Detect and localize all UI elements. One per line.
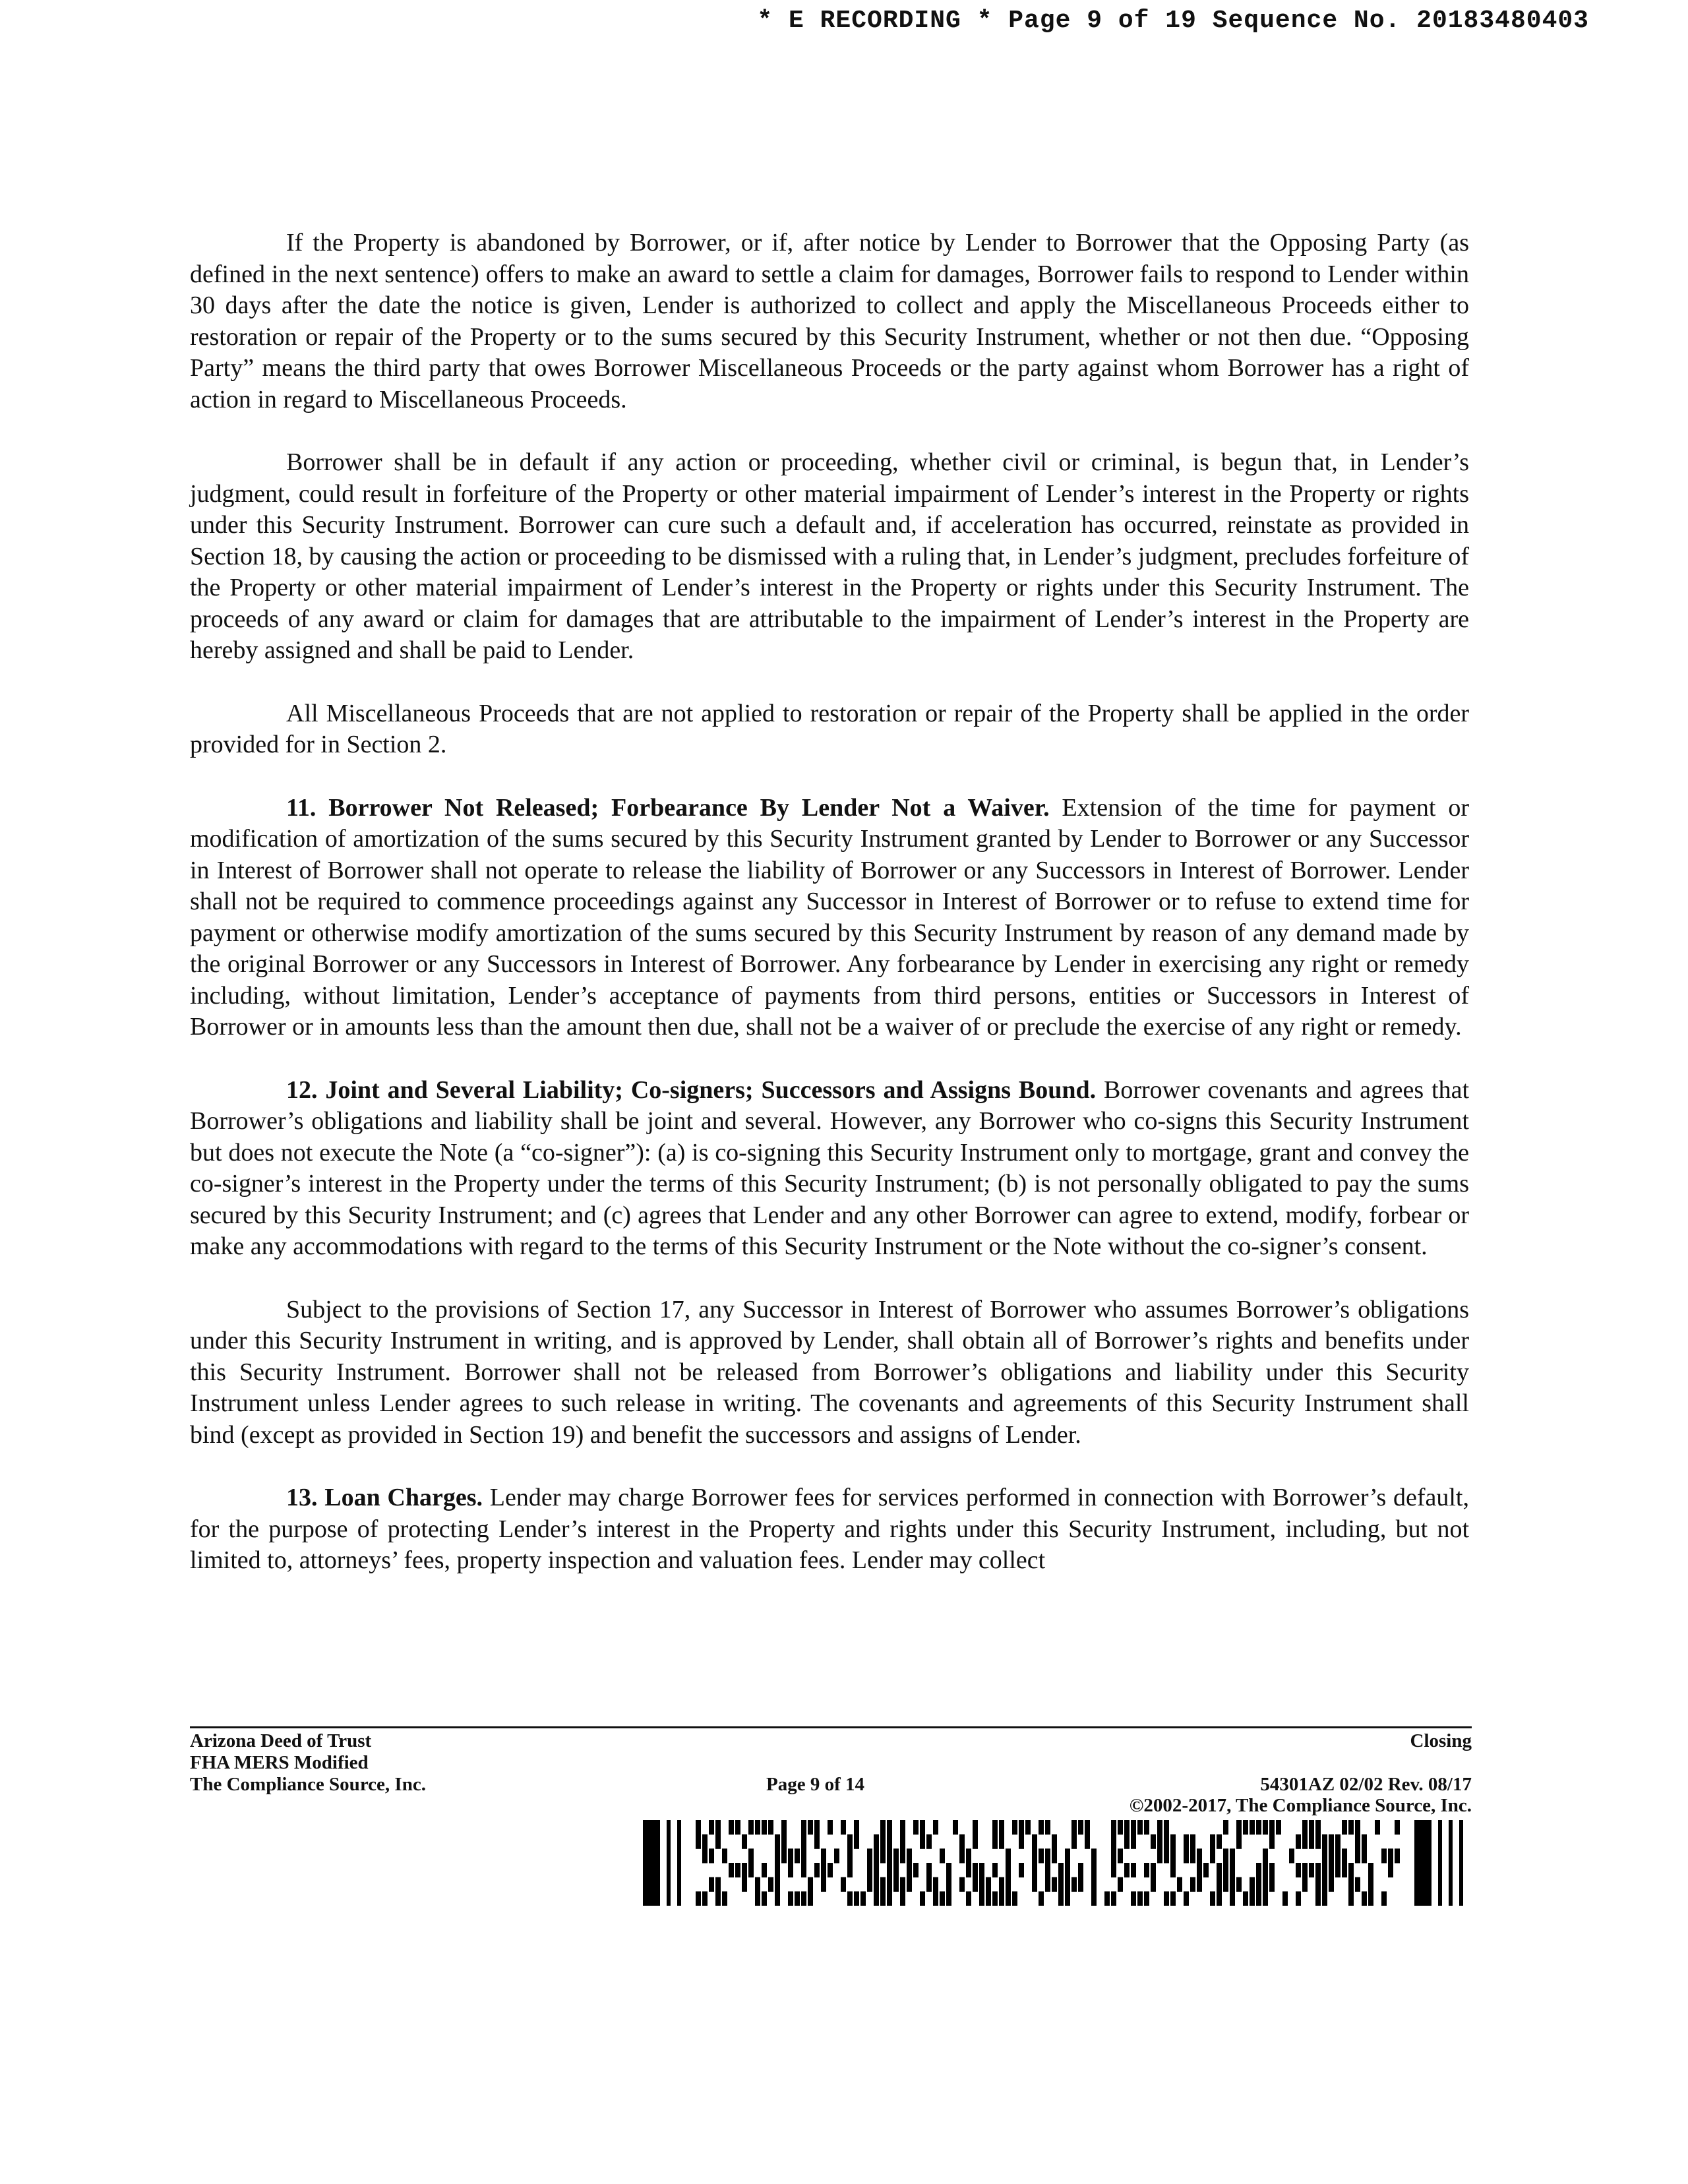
section-12: 12. Joint and Several Liability; Co-signers; Successors and Assigns Bound. Borrower covenants and agrees that Borrower’s obligations and liability shall be joint and several. However, any Borrower who co-signs this Security Instrument but does not execute the Note (a “co-signer”): (a) is co-signing this Security Instrument only to mortgage, grant and convey the co-signer’s interest in the Property under the terms of this Security Instrument; (b) is not personally obligated to pay the sums secured by this Security Instrument; and (c) agrees that Lender and any other Borrower can agree to extend, modify, forbear or make any accommodations with regard to the terms of this Security Instrument or the Note without the co-signer’s consent. xyxy=(190,1076,1470,1260)
closing-label: Closing xyxy=(1410,1730,1472,1751)
section-13-heading: 13. Loan Charges. xyxy=(286,1484,483,1511)
page-number: Page 9 of 14 xyxy=(766,1774,864,1795)
form-title: Arizona Deed of Trust xyxy=(190,1730,372,1751)
paragraph-misc-proceeds: All Miscellaneous Proceeds that are not applied to restoration or repair of the Property shall be applied in the order provided for in Section 2. xyxy=(190,699,1469,758)
section-12-heading: 12. Joint and Several Liability; Co-signers; Successors and Assigns Bound. xyxy=(286,1076,1097,1104)
paragraph-successors: Subject to the provisions of Section 17, any Successor in Interest of Borrower who assumes Borrower’s obligations under this Security Instrument in writing, and is approved by Lender, shall obtain all of Borrower’s rights and benefits under this Security Instrument. Borrower shall not be released from Borrower’s obligations and liability under this Security Instrument unless Lender agrees to such release in writing. The covenants and agreements of this Security Instrument shall bind (except as provided in Section 19) and benefit the successors and assigns of Lender. xyxy=(190,1295,1469,1449)
form-subtitle: FHA MERS Modified xyxy=(190,1752,369,1773)
footer-divider xyxy=(190,1726,1472,1728)
document-body xyxy=(190,228,1469,1608)
barcode xyxy=(643,1820,1466,1906)
company-name: The Compliance Source, Inc. xyxy=(190,1774,426,1795)
section-13: 13. Loan Charges. Lender may charge Borrower fees for services performed in connection with Borrower’s default, for the purpose of protecting Lender’s interest in the Property and rights under this Security Instrument, including, but not limited to, attorneys’ fees, property inspection and valuation fees. Lender may collect xyxy=(190,1484,1469,1574)
form-number: 54301AZ 02/02 Rev. 08/17 xyxy=(1260,1774,1472,1795)
recording-header: * E RECORDING * Page 9 of 19 Sequence No. 20183480403 xyxy=(757,7,1589,35)
section-11-heading: 11. Borrower Not Released; Forbearance By Lender Not a Waiver. xyxy=(286,793,1050,822)
footer-form-info xyxy=(190,1730,426,1796)
paragraph-default: Borrower shall be in default if any action or proceeding, whether civil or criminal, is begun that, in Lender’s judgment, could result in forfeiture of the Property or other material impairment of Lender’s interest in the Property or rights under this Security Instrument. Borrower can cure such a default and, if acceleration has occurred, reinstate as provided in Section 18, by causing the action or proceeding to be dismissed with a ruling that, in Lender’s judgment, precludes forfeiture of the Property or other material impairment of Lender’s interest in the Property or rights under this Security Instrument. The proceeds of any award or claim for damages that are attributable to the impairment of Lender’s interest in the Property are hereby assigned and shall be paid to Lender. xyxy=(190,448,1469,664)
section-11: 11. Borrower Not Released; Forbearance By Lender Not a Waiver. Extension of the time for payment or modification of amortization of the sums secured by this Security Instrument granted by Lender to Borrower or any Successor in Interest of Borrower shall not operate to release the liability of Borrower or any Successors in Interest of Borrower. Lender shall not be required to commence proceedings against any Successor in Interest of Borrower or to refuse to extend time for payment or otherwise modify amortization of the sums secured by this Security Instrument by reason of any demand made by the original Borrower or any Successors in Interest of Borrower. Any forbearance by Lender in exercising any right or remedy including, without limitation, Lender’s acceptance of payments from third persons, entities or Successors in Interest of Borrower or in amounts less than the amount then due, shall not be a waiver of or preclude the exercise of any right or remedy. xyxy=(190,793,1469,1041)
copyright-notice: ©2002-2017, The Compliance Source, Inc. xyxy=(1129,1795,1472,1816)
paragraph-abandonment: If the Property is abandoned by Borrower, or if, after notice by Lender to Borrower that the Opposing Party (as defined in the next sentence) offers to make an award to settle a claim for damages, Borrower fails to respond to Lender within 30 days after the date the notice is given, Lender is authorized to collect and apply the Miscellaneous Proceeds either to restoration or repair of the Property or to the sums secured by this Security Instrument, whether or not then due. “Opposing Party” means the third party that owes Borrower Miscellaneous Proceeds or the party against whom Borrower has a right of action in regard to Miscellaneous Proceeds. xyxy=(190,229,1469,413)
